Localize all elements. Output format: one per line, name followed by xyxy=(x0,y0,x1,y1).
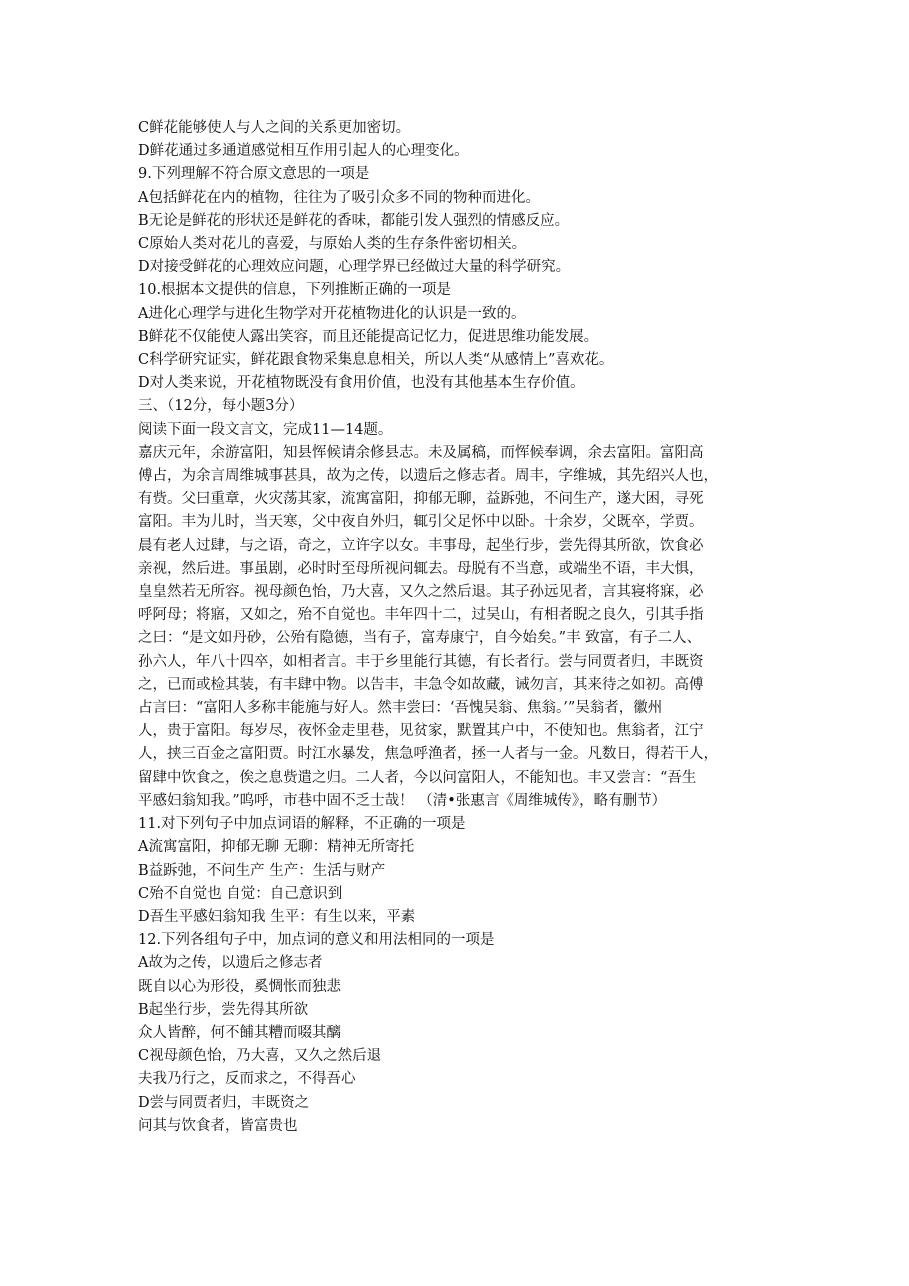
option-line: 夫我乃行之，反而求之，不得吾心 xyxy=(138,1071,356,1088)
passage-line: 嘉庆元年，余游富阳，知县恽候请余修县志。未及属稿，而恽候奉调，余去富阳。富阳高 xyxy=(138,444,704,461)
question-heading: 12.下列各组句子中，加点词的意义和用法相同的一项是 xyxy=(138,932,495,949)
passage-line: 孙六人，年八十四卒，如相者言。丰于乡里能行其德，有长者行。尝与同贾者归，丰既资 xyxy=(138,653,704,670)
option-line: D对接受鲜花的心理效应问题，心理学界已经做过大量的科学研究。 xyxy=(138,259,571,276)
option-line: B无论是鲜花的形状还是鲜花的香味，都能引发人强烈的情感反应。 xyxy=(138,212,570,229)
option-line: B起坐行步，尝先得其所欲 xyxy=(138,1001,309,1018)
passage-line: 有赀。父曰重章，火灾荡其家，流寓富阳，抑郁无聊，益跅弛，不问生产，遂大困，寻死 xyxy=(138,491,704,508)
option-line: 问其与饮食者，皆富贵也 xyxy=(138,1117,298,1134)
question-heading: 10.根据本文提供的信息，下列推断正确的一项是 xyxy=(138,282,452,299)
option-line: A包括鲜花在内的植物，往往为了吸引众多不同的物种而进化。 xyxy=(138,189,540,206)
option-line: 既自以心为形役，奚惆怅而独悲 xyxy=(138,978,341,995)
option-line: A进化心理学与进化生物学对开花植物进化的认识是一致的。 xyxy=(138,305,526,322)
section-heading: 三、（12分，每小题3分） xyxy=(138,398,304,415)
option-line: B鲜花不仅能使人露出笑容，而且还能提高记忆力，促进思维功能发展。 xyxy=(138,328,599,345)
option-line: B益跅弛，不问生产 生产：生活与财产 xyxy=(138,862,386,879)
option-line: C殆不自觉也 自觉：自己意识到 xyxy=(138,885,343,902)
option-line: 众人皆醉，何不餔其糟而啜其醨 xyxy=(138,1024,341,1041)
passage-line: 平感妇翁知我。”呜呼，市巷中固不乏士哉！ （清•张惠言《周维城传》，略有删节） xyxy=(138,792,667,809)
passage-line: 之曰：“是文如丹砂，公殆有隐德，当有子，富寿康宁，自今始矣。”丰 致富，有子二人、 xyxy=(138,630,702,647)
passage-line: 之，已而或检其装，有丰肆中物。以告丰，丰急令如故藏，诫勿言，其来待之如初。高傅 xyxy=(138,676,704,693)
document-body xyxy=(138,117,778,1138)
option-line: D吾生平感妇翁知我 生平：有生以来，平素 xyxy=(138,908,416,925)
passage-line: 傅占，为余言周维城事甚具，故为之传，以遗后之修志者。周丰，字维城，其先绍兴人也， xyxy=(138,468,718,485)
passage-line: 呼阿母；将寤，又如之，殆不自觉也。丰年四十二，过吴山，有相者睨之良久，引其手指 xyxy=(138,607,704,624)
passage-line: 人，挟三百金之富阳贾。时江水暴发，焦急呼渔者，拯一人者与一金。凡数日，得若干人， xyxy=(138,746,718,763)
passage-line: 留肆中饮食之，俟之息赀遣之归。二人者，今以问富阳人，不能知也。丰又尝言：“吾生 xyxy=(138,769,697,786)
passage-line: 亲视，然后进。事虽剧，必时时至母所视问辄去。母脱有不当意，或端坐不语，丰大惧， xyxy=(138,560,704,577)
question-heading: 9.下列理解不符合原文意思的一项是 xyxy=(138,166,370,183)
passage-line: 晨有老人过肆，与之语，奇之，立许字以女。丰事母，起坐行步，尝先得其所欲，饮食必 xyxy=(138,537,704,554)
passage-line: 人，贵于富阳。每岁尽，夜怀金走里巷，见贫家，默置其户中，不使知也。焦翁者，江宁 xyxy=(138,723,704,740)
option-line: C原始人类对花儿的喜爱，与原始人类的生存条件密切相关。 xyxy=(138,236,527,253)
option-line: C科学研究证实，鲜花跟食物采集息息相关，所以人类“从感情上”喜欢花。 xyxy=(138,352,614,369)
option-line: A流寓富阳，抑郁无聊 无聊：精神无所寄托 xyxy=(138,839,415,856)
option-line: D对人类来说，开花植物既没有食用价值，也没有其他基本生存价值。 xyxy=(138,375,585,392)
passage-line: 皇皇然若无所容。视母颜色怡，乃大喜，又久之然后退。其子孙远见者，言其寝将寐，必 xyxy=(138,584,704,601)
passage-line: 占言曰：“富阳人多称丰能施与好人。然丰尝曰：‘吾愧吴翁、焦翁。’”吴翁者，徽州 xyxy=(138,700,663,717)
text-line: D鲜花通过多通道感觉相互作用引起人的心理变化。 xyxy=(138,143,469,160)
instruction-line: 阅读下面一段文言文，完成11—14题。 xyxy=(138,421,393,438)
passage-line: 富阳。丰为儿时，当天寒，父中夜自外归，辄引父足怀中以卧。十余岁，父既卒，学贾。 xyxy=(138,514,704,531)
question-heading: 11.对下列句子中加点词语的解释，不正确的一项是 xyxy=(138,816,466,833)
option-line: D尝与同贾者归，丰既资之 xyxy=(138,1094,310,1111)
text-line: C鲜花能够使人与人之间的关系更加密切。 xyxy=(138,120,411,136)
option-line: C视母颜色怡，乃大喜，又久之然后退 xyxy=(138,1048,382,1065)
option-line: A故为之传，以遗后之修志者 xyxy=(138,955,323,972)
